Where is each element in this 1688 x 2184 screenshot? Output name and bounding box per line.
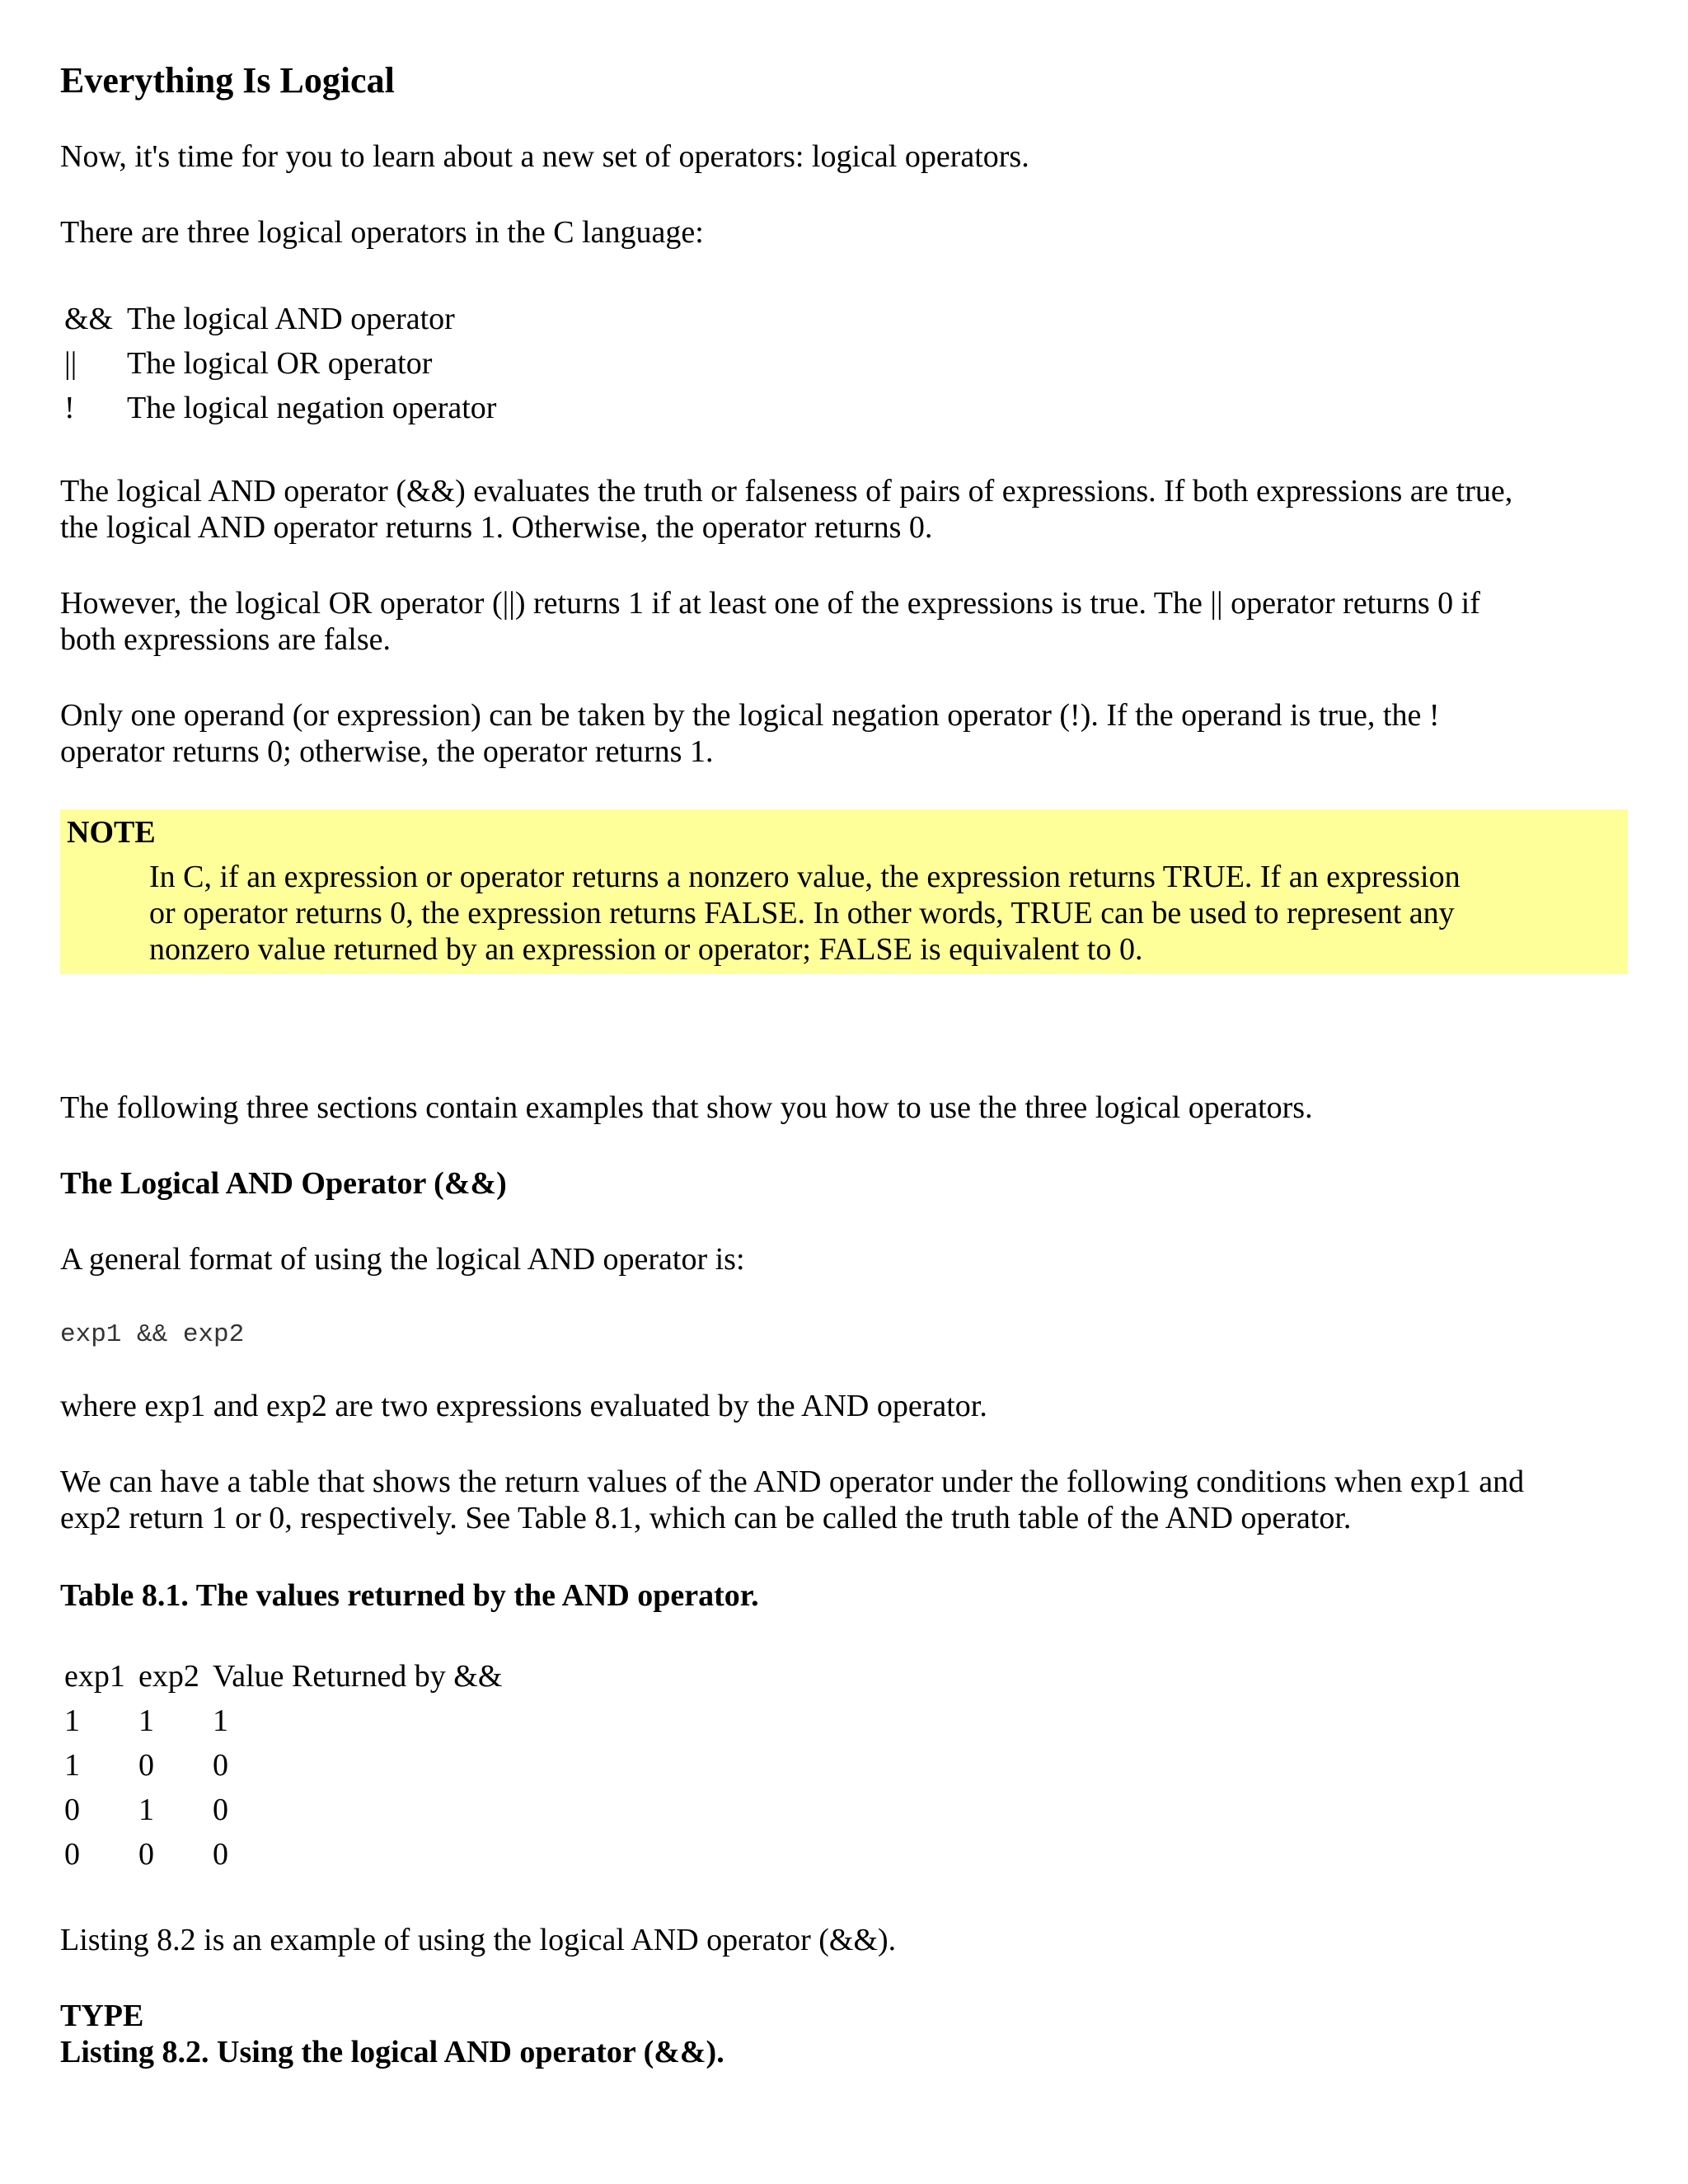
code-example: exp1 && exp2: [60, 1320, 245, 1349]
listing-caption: Listing 8.2. Using the logical AND operator (&&).: [60, 2035, 724, 2069]
truth-table-cell: 0: [213, 1748, 228, 1783]
page-title: Everything Is Logical: [60, 60, 395, 101]
note-title: NOTE: [67, 815, 156, 850]
table-intro-line-2: exp2 return 1 or 0, respectively. See Table 8.1, which can be called the truth table of the AND operator.: [60, 1501, 1352, 1535]
format-intro-paragraph: A general format of using the logical AND operator is:: [60, 1242, 745, 1277]
listing-intro-paragraph: Listing 8.2 is an example of using the logical AND operator (&&).: [60, 1923, 897, 1957]
truth-table-cell: 0: [138, 1748, 154, 1783]
truth-table-cell: 1: [138, 1704, 154, 1738]
truth-table-cell: 0: [213, 1793, 228, 1827]
operators-table: [64, 297, 496, 430]
type-label: TYPE: [60, 1999, 144, 2033]
operator-symbol: ||: [64, 346, 77, 381]
truth-table-cell: 0: [213, 1837, 228, 1872]
table-intro-line-1: We can have a table that shows the return values of the AND operator under the following conditions when exp1 and: [60, 1465, 1525, 1499]
or-explanation-line-2: both expressions are false.: [60, 622, 391, 657]
truth-table-header-row: [64, 1654, 502, 1699]
note-line-2: or operator returns 0, the expression returns FALSE. In other words, TRUE can be used to represent any: [149, 896, 1455, 930]
operator-description: The logical negation operator: [127, 391, 497, 425]
not-explanation-line-2: operator returns 0; otherwise, the operator returns 1.: [60, 734, 714, 769]
not-explanation-line-1: Only one operand (or expression) can be taken by the logical negation operator (!). If the operand is true, the !: [60, 698, 1440, 733]
truth-table-cell: 0: [64, 1793, 80, 1827]
operator-row-or: [64, 341, 496, 386]
truth-table-cell: 0: [138, 1837, 154, 1872]
truth-table-row: [64, 1788, 502, 1832]
note-box: [60, 809, 1628, 974]
truth-table-cell: 1: [138, 1793, 154, 1827]
table-intro-paragraph: [60, 1464, 1524, 1536]
truth-table-cell: 1: [213, 1704, 228, 1738]
truth-table-cell: 1: [64, 1748, 80, 1783]
operator-description: The logical OR operator: [127, 346, 433, 381]
truth-table: [64, 1654, 502, 1877]
or-explanation-paragraph: [60, 585, 1480, 658]
or-explanation-line-1: However, the logical OR operator (||) returns 1 if at least one of the expressions is true. The || operator returns 0 if: [60, 586, 1480, 621]
truth-table-row: [64, 1832, 502, 1877]
and-section-heading: The Logical AND Operator (&&): [60, 1166, 507, 1201]
truth-table-header-exp2: exp2: [138, 1659, 199, 1694]
operator-symbol: !: [64, 391, 75, 425]
truth-table-row: [64, 1743, 502, 1788]
note-line-1: In C, if an expression or operator returns a nonzero value, the expression returns TRUE. If an expression: [149, 860, 1461, 894]
not-explanation-paragraph: [60, 697, 1439, 770]
following-sections-paragraph: The following three sections contain examples that show you how to use the three logical operators.: [60, 1090, 1313, 1125]
operator-description: The logical AND operator: [127, 302, 455, 336]
where-paragraph: where exp1 and exp2 are two expressions evaluated by the AND operator.: [60, 1389, 987, 1423]
truth-table-header-value: Value Returned by &&: [213, 1659, 503, 1694]
note-body: [149, 859, 1625, 968]
operator-symbol: &&: [64, 302, 114, 336]
and-explanation-line-2: the logical AND operator returns 1. Otherwise, the operator returns 0.: [60, 510, 933, 545]
truth-table-cell: 1: [64, 1704, 80, 1738]
operator-row-and: [64, 297, 496, 341]
and-explanation-line-1: The logical AND operator (&&) evaluates the truth or falseness of pairs of expressions. If both expressions are true,: [60, 474, 1513, 509]
table-caption: Table 8.1. The values returned by the AND operator.: [60, 1578, 759, 1613]
truth-table-cell: 0: [64, 1837, 80, 1872]
truth-table-header-exp1: exp1: [64, 1659, 125, 1694]
operator-row-not: [64, 386, 496, 430]
intro-paragraph-1: Now, it's time for you to learn about a new set of operators: logical operators.: [60, 139, 1029, 174]
and-explanation-paragraph: [60, 473, 1512, 546]
truth-table-row: [64, 1699, 502, 1743]
intro-paragraph-2: There are three logical operators in the C language:: [60, 215, 704, 250]
note-line-3: nonzero value returned by an expression or operator; FALSE is equivalent to 0.: [149, 932, 1143, 967]
